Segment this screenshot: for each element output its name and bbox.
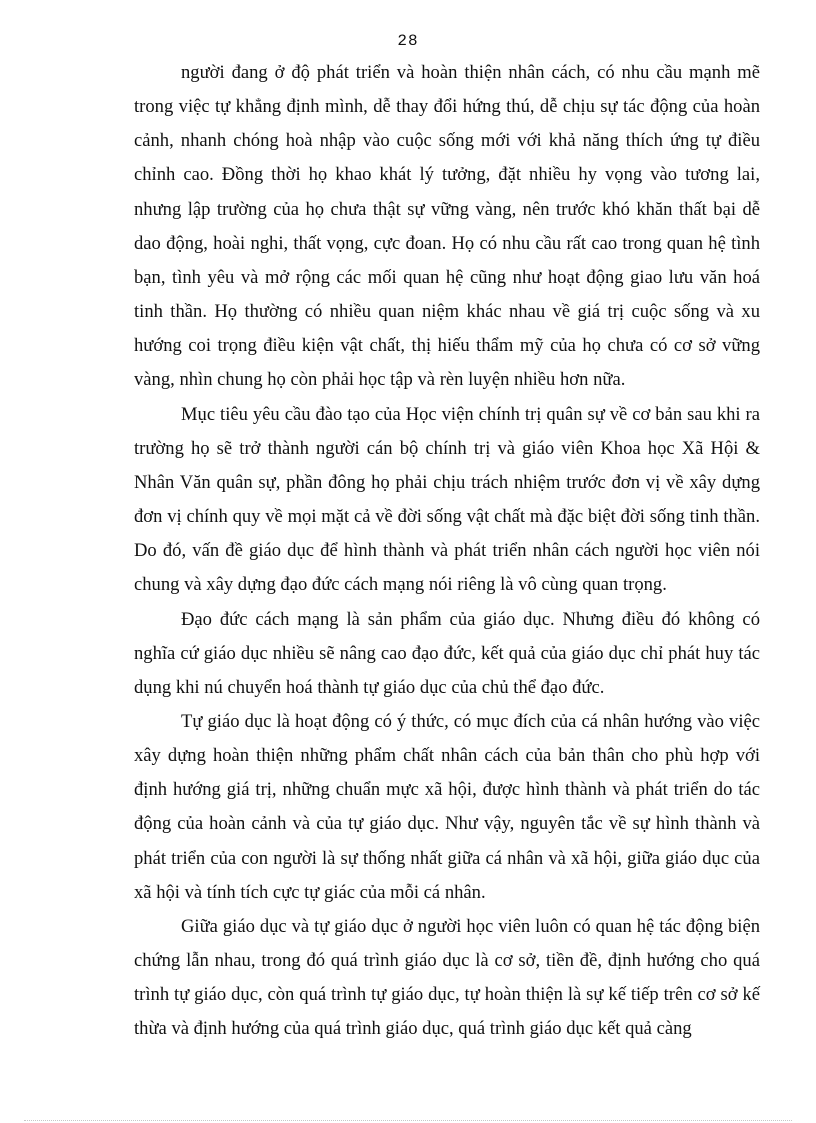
page-bottom-dotted-rule [24,1120,792,1121]
page-number: 28 [397,32,419,50]
paragraph-3: Đạo đức cách mạng là sản phẩm của giáo dục. Nhưng điều đó không có nghĩa cứ giáo dục nhiều sẽ nâng cao đạo đức, kết quả của giáo dục chỉ phát huy tác dụng khi nú chuyển hoá thành tự giáo dục của chủ thể đạo đức. [134,608,760,698]
paragraph-1: người đang ở độ phát triển và hoàn thiện nhân cách, có nhu cầu mạnh mẽ trong việc tự khẳng định mình, dễ thay đổi hứng thú, dễ chịu sự tác động của hoàn cảnh, nhanh chóng hoà nhập vào cuộc sống mới với khả năng thích ứng tự điều chỉnh cao. Đồng thời họ khao khát lý tưởng, đặt nhiều hy vọng vào tương lai, nhưng lập trường của họ chưa thật sự vững vàng, nên trước khó khăn thất bại dễ dao động, hoài nghi, thất vọng, cực đoan. Họ có nhu cầu rất cao trong quan hệ tình bạn, tình yêu và mở rộng các mối quan hệ cũng như hoạt động giao lưu văn hoá tinh thần. Họ thường có nhiều quan niệm khác nhau về giá trị cuộc sống và xu hướng coi trọng điều kiện vật chất, thị hiếu thẩm mỹ của họ chưa có cơ sở vững vàng, nhìn chung họ còn phải học tập và rèn luyện nhiều hơn nữa. [134,62,760,391]
paragraph-4: Tự giáo dục là hoạt động có ý thức, có mục đích của cá nhân hướng vào việc xây dựng hoàn thiện những phẩm chất nhân cách của bản thân cho phù hợp với định hướng giá trị, những chuẩn mực xã hội, được hình thành và phát triển do tác động của hoàn cảnh và của tự giáo dục. Như vậy, nguyên tắc về sự hình thành và phát triển của con người là sự thống nhất giữa cá nhân và xã hội, giữa giáo dục của xã hội và tính tích cực tự giác của mỗi cá nhân. [134,710,760,903]
paragraph-5: Giữa giáo dục và tự giáo dục ở người học viên luôn có quan hệ tác động biện chứng lẫn nhau, trong đó quá trình giáo dục là cơ sở, tiền đề, định hướng cho quá trình tự giáo dục, còn quá trình tự giáo dục, tự hoàn thiện là sự kế tiếp trên cơ sở kế thừa và định hướng của quá trình giáo dục, quá trình giáo dục kết quả càng [134,915,760,1040]
body-text [134,56,760,1047]
paragraph-2: Mục tiêu yêu cầu đào tạo của Học viện chính trị quân sự về cơ bản sau khi ra trường họ sẽ trở thành người cán bộ chính trị và giáo viên Khoa học Xã Hội & Nhân Văn quân sự, phần đông họ phải chịu trách nhiệm trước đơn vị về xây dựng đơn vị chính quy về mọi mặt cả về đời sống vật chất mà đặc biệt đời sống tinh thần. Do đó, vấn đề giáo dục để hình thành và phát triển nhân cách người học viên nói chung và xây dựng đạo đức cách mạng nói riêng là vô cùng quan trọng. [134,403,760,596]
